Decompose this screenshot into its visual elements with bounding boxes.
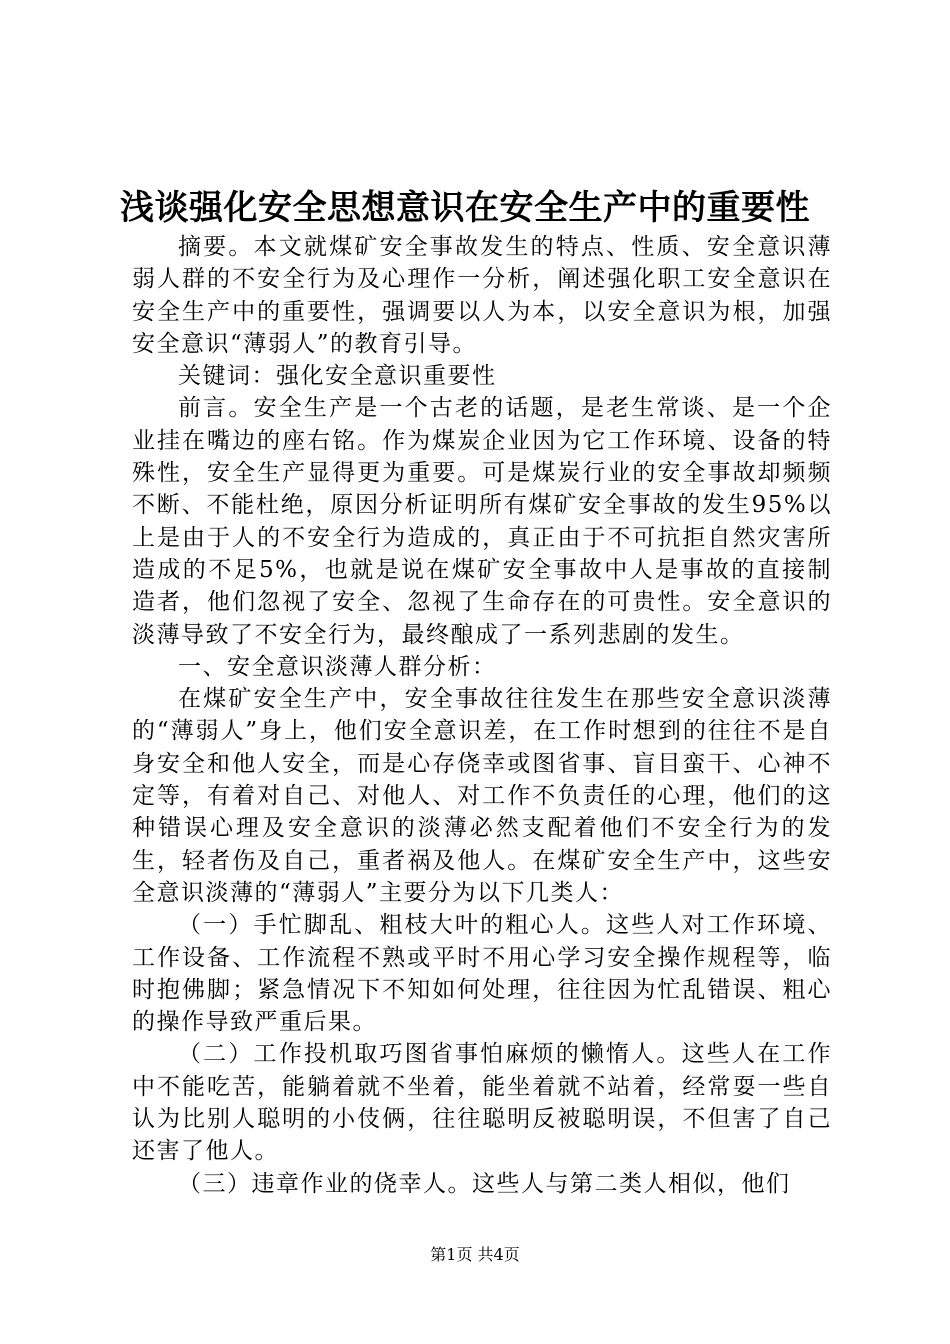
body-paragraph: 在煤矿安全生产中，安全事故往往发生在那些安全意识淡薄的“薄弱人”身上，他们安全意识差，在工作时想到的往往不是自身安全和他人安全，而是心存侥幸或图省事、盲目蛮干、心神不定等，有着对自己、对他人、对工作不负责任的心理，他们的这种错误心理及安全意识的淡薄必然支配着他们不安全行为的发生，轻者伤及自己，重者祸及他人。在煤矿安全生产中，这些安全意识淡薄的“薄弱人”主要分为以下几类人：: [132, 686, 832, 906]
section-heading: 一、安全意识淡薄人群分析：: [178, 653, 497, 680]
document-title: 浅谈强化安全思想意识在安全生产中的重要性: [120, 188, 810, 228]
list-item-paragraph: （一）手忙脚乱、粗枝大叶的粗心人。这些人对工作环境、工作设备、工作流程不熟或平时不用心学习安全操作规程等，临时抱佛脚；紧急情况下不知如何处理，往往因为忙乱错误、粗心的操作导致严重后果。: [132, 912, 832, 1036]
document-body: [132, 231, 832, 1200]
list-item-paragraph: （三）违章作业的侥幸人。这些人与第二类人相似，他们: [178, 1170, 791, 1197]
page-number-footer: 第1页 共4页: [430, 1245, 520, 1264]
keywords-paragraph: 关键词：强化安全意识重要性: [178, 363, 497, 390]
abstract-paragraph: 摘要。本文就煤矿安全事故发生的特点、性质、安全意识薄弱人群的不安全行为及心理作一分析，阐述强化职工安全意识在安全生产中的重要性，强调要以人为本，以安全意识为根，加强安全意识“薄弱人”的教育引导。: [132, 234, 832, 357]
preface-paragraph: 前言。安全生产是一个古老的话题，是老生常谈、是一个企业挂在嘴边的座右铭。作为煤炭企业因为它工作环境、设备的特殊性，安全生产显得更为重要。可是煤炭行业的安全事故却频频不断、不能杜绝，原因分析证明所有煤矿安全事故的发生95%以上是由于人的不安全行为造成的，真正由于不可抗拒自然灾害所造成的不足5%，也就是说在煤矿安全事故中人是事故的直接制造者，他们忽视了安全、忽视了生命存在的可贵性。安全意识的淡薄导致了不安全行为，最终酿成了一系列悲剧的发生。: [132, 395, 832, 648]
list-item-paragraph: （二）工作投机取巧图省事怕麻烦的懒惰人。这些人在工作中不能吃苦，能躺着就不坐着，能坐着就不站着，经常耍一些自认为比别人聪明的小伎俩，往往聪明反被聪明误，不但害了自己还害了他人。: [132, 1041, 832, 1165]
